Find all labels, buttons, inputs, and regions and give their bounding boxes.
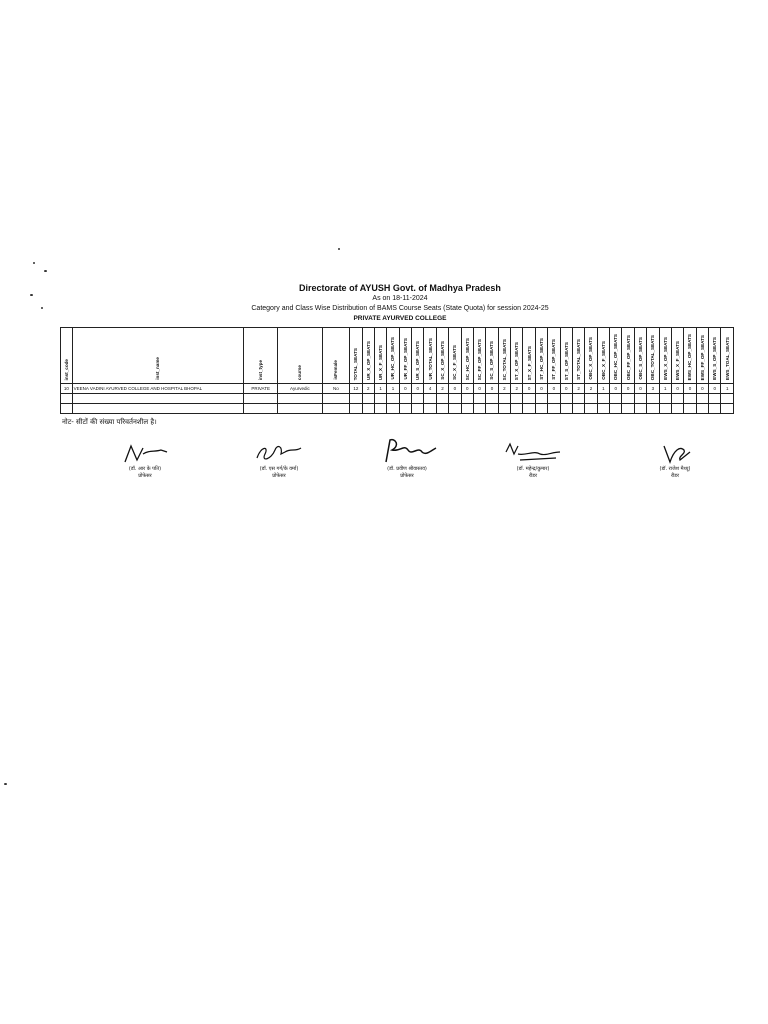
table-cell: 0 — [671, 384, 683, 394]
column-header-label: OBC_HC_OP_SEATS — [613, 333, 619, 380]
empty-cell — [597, 404, 609, 414]
header-subtitle: Category and Class Wise Distribution of BAMS Course Seats (State Quota) for session 2024-25 — [251, 305, 549, 312]
column-header — [511, 328, 523, 384]
column-header — [634, 328, 646, 384]
empty-cell — [244, 394, 278, 404]
document-header — [240, 282, 560, 323]
table-cell: 0 — [709, 384, 721, 394]
empty-cell — [244, 404, 278, 414]
empty-cell — [709, 404, 721, 414]
empty-cell — [709, 394, 721, 404]
column-header — [560, 328, 572, 384]
column-header — [548, 328, 560, 384]
signatory-designation: रीडर — [670, 473, 680, 479]
scan-speck — [44, 270, 47, 272]
table-cell: 0 — [449, 384, 461, 394]
table-cell: 1 — [374, 384, 386, 394]
empty-cell — [473, 394, 485, 404]
signature-1-icon — [115, 440, 175, 466]
empty-cell — [412, 394, 424, 404]
empty-cell — [278, 394, 322, 404]
column-header — [362, 328, 374, 384]
empty-cell — [597, 394, 609, 404]
empty-cell — [350, 394, 362, 404]
column-header-label: UR_S_OP_SEATS — [415, 341, 421, 380]
empty-cell — [399, 394, 411, 404]
empty-cell — [684, 394, 696, 404]
empty-cell — [461, 394, 473, 404]
column-header — [424, 328, 436, 384]
signatory-designation: रीडर — [528, 473, 538, 479]
signature-5-icon — [650, 440, 700, 466]
column-header-label: ST_X_OP_SEATS — [514, 341, 520, 380]
column-header-label: UR_X_F_SEATS — [378, 344, 384, 380]
column-header — [659, 328, 671, 384]
empty-cell — [696, 394, 708, 404]
table-header-row — [61, 328, 734, 384]
column-header-label: inst_code — [63, 358, 69, 380]
signatory-name: (डॉ. आर के पति) — [128, 466, 162, 472]
empty-table-row — [61, 394, 734, 404]
empty-cell — [647, 394, 659, 404]
signature-block-4 — [488, 440, 578, 480]
empty-cell — [523, 404, 535, 414]
signature-2-icon — [249, 440, 309, 466]
empty-cell — [535, 404, 547, 414]
empty-cell — [350, 404, 362, 414]
empty-cell — [572, 404, 584, 414]
empty-cell — [473, 404, 485, 414]
table-cell: 2 — [572, 384, 584, 394]
column-header-label: SC_HC_OP_SEATS — [464, 337, 470, 380]
column-header — [597, 328, 609, 384]
column-header-label: EWS_X_F_SEATS — [675, 341, 681, 380]
column-header — [709, 328, 721, 384]
table-cell: 1 — [721, 384, 734, 394]
column-header-label: SC_S_OP_SEATS — [489, 341, 495, 380]
table-cell: 10 — [61, 384, 73, 394]
empty-cell — [659, 394, 671, 404]
empty-cell — [399, 404, 411, 414]
table-cell: Ayurvedic — [278, 384, 322, 394]
column-header — [278, 328, 322, 384]
table-cell: 2 — [362, 384, 374, 394]
table-row — [61, 384, 734, 394]
signatory-name: (डॉ. प्रवीण श्रीवास्तव) — [387, 466, 427, 472]
empty-cell — [61, 404, 73, 414]
signatory-name: (डॉ. एस गर्ग/के वर्मा) — [259, 466, 299, 472]
empty-cell — [585, 394, 597, 404]
column-header — [671, 328, 683, 384]
column-header-label: ST_TOTAL_SEATS — [576, 339, 582, 380]
table-cell: VEENA VADINI AYURVED COLLEGE AND HOSPITAL BHOPAL — [72, 384, 244, 394]
signature-block-2 — [234, 440, 324, 480]
empty-cell — [374, 394, 386, 404]
empty-cell — [449, 394, 461, 404]
empty-cell — [486, 404, 498, 414]
column-header-label: EWS_X_OP_SEATS — [662, 337, 668, 380]
column-header-label: ST_S_OP_SEATS — [563, 341, 569, 380]
signatory-name: (डॉ. महेन्द्र/कुमार) — [516, 466, 550, 472]
empty-cell — [572, 394, 584, 404]
signature-block-5 — [630, 440, 720, 480]
empty-cell — [659, 404, 671, 414]
empty-cell — [548, 394, 560, 404]
table-cell: 0 — [412, 384, 424, 394]
table-cell: No — [322, 384, 350, 394]
column-header-label: EWS_TOAL_SEATS — [724, 337, 730, 380]
column-header-label: SC_X_F_SEATS — [452, 345, 458, 380]
column-header-label: course — [297, 364, 303, 380]
signature-4-icon — [500, 440, 566, 466]
empty-cell — [436, 394, 448, 404]
column-header — [684, 328, 696, 384]
table-cell: 3 — [647, 384, 659, 394]
signatory-designation: प्रोफेसर — [138, 473, 152, 479]
empty-cell — [387, 404, 399, 414]
column-header-label: ST_FF_OP_SEATS — [551, 339, 557, 380]
empty-cell — [721, 404, 734, 414]
empty-cell — [362, 404, 374, 414]
table-cell: 0 — [399, 384, 411, 394]
column-header-label: ST_X_F_SEATS — [526, 345, 532, 380]
column-header — [572, 328, 584, 384]
empty-cell — [449, 404, 461, 414]
empty-cell — [461, 404, 473, 414]
empty-cell — [684, 404, 696, 414]
empty-cell — [721, 394, 734, 404]
empty-cell — [322, 394, 350, 404]
header-date: As on 18-11-2024 — [372, 295, 428, 302]
column-header-label: EWS_FF_OP_SEATS — [699, 334, 705, 380]
column-header — [61, 328, 73, 384]
empty-cell — [622, 394, 634, 404]
empty-cell — [634, 404, 646, 414]
scan-speck — [4, 783, 7, 785]
empty-cell — [548, 404, 560, 414]
column-header — [461, 328, 473, 384]
column-header — [449, 328, 461, 384]
empty-cell — [374, 404, 386, 414]
column-header — [498, 328, 510, 384]
column-header — [387, 328, 399, 384]
empty-cell — [387, 394, 399, 404]
empty-table-row — [61, 404, 734, 414]
column-header — [486, 328, 498, 384]
column-header-label: inst_type — [258, 359, 264, 380]
signatory-designation: प्रोफेसर — [272, 473, 286, 479]
column-header — [585, 328, 597, 384]
table-cell: 0 — [486, 384, 498, 394]
column-header-label: inst_name — [155, 357, 161, 380]
table-cell: 0 — [473, 384, 485, 394]
empty-cell — [498, 404, 510, 414]
scan-speck — [338, 248, 340, 250]
empty-cell — [696, 404, 708, 414]
column-header — [523, 328, 535, 384]
column-header — [473, 328, 485, 384]
scan-speck — [33, 262, 35, 264]
column-header-label: UR_TOTAL_SEATS — [427, 338, 433, 380]
column-header-label: OBC_S_OP_SEATS — [637, 337, 643, 380]
empty-cell — [671, 394, 683, 404]
column-header-label: SC_TOTAL_SEATS — [501, 338, 507, 380]
column-header — [72, 328, 244, 384]
table-cell: 2 — [498, 384, 510, 394]
column-header-label: OBC_TOTAL_SEATS — [650, 334, 656, 380]
empty-cell — [61, 394, 73, 404]
header-section: PRIVATE AYURVED COLLEGE — [353, 315, 447, 322]
empty-cell — [322, 404, 350, 414]
empty-cell — [560, 394, 572, 404]
table-cell: 2 — [585, 384, 597, 394]
empty-cell — [560, 404, 572, 414]
table-cell: 0 — [634, 384, 646, 394]
column-header-label: TOTAL_SEATS — [353, 347, 359, 380]
empty-cell — [412, 404, 424, 414]
column-header-label: UR_X_OP_SEATS — [365, 341, 371, 380]
column-header-label: OBC_FF_OP_SEATS — [625, 334, 631, 380]
table-cell: 4 — [424, 384, 436, 394]
column-header — [399, 328, 411, 384]
column-header-label: OBC_X_OP_SEATS — [588, 337, 594, 380]
empty-cell — [424, 404, 436, 414]
empty-cell — [362, 394, 374, 404]
table-cell: 0 — [548, 384, 560, 394]
empty-cell — [436, 404, 448, 414]
table-cell: 1 — [597, 384, 609, 394]
empty-cell — [671, 404, 683, 414]
column-header — [622, 328, 634, 384]
column-header — [647, 328, 659, 384]
column-header-label: UR_FF_OP_SEATS — [402, 338, 408, 380]
empty-cell — [647, 404, 659, 414]
column-header-label: ST_HC_OP_SEATS — [538, 338, 544, 380]
table-cell: 0 — [535, 384, 547, 394]
column-header — [350, 328, 362, 384]
table-cell: 0 — [696, 384, 708, 394]
table-cell: 12 — [350, 384, 362, 394]
column-header — [696, 328, 708, 384]
column-header — [244, 328, 278, 384]
column-header — [412, 328, 424, 384]
signature-block-3 — [362, 436, 452, 480]
column-header — [721, 328, 734, 384]
table-cell: 2 — [511, 384, 523, 394]
column-header-label: SC_X_OP_SEATS — [439, 341, 445, 380]
column-header — [436, 328, 448, 384]
empty-cell — [634, 394, 646, 404]
scan-speck — [41, 307, 43, 309]
scan-speck — [30, 294, 33, 296]
signatory-designation: प्रोफेसर — [400, 473, 414, 479]
table-cell: 1 — [659, 384, 671, 394]
empty-cell — [486, 394, 498, 404]
column-header-label: OBC_X_F_SEATS — [600, 341, 606, 380]
table-cell: 0 — [610, 384, 622, 394]
empty-cell — [585, 404, 597, 414]
seats-table — [60, 327, 734, 414]
column-header-label: EWS_HC_OP_SEATS — [687, 333, 693, 380]
column-header-label: UR_HC_OP_SEATS — [390, 337, 396, 380]
column-header — [535, 328, 547, 384]
empty-cell — [511, 404, 523, 414]
table-cell: 0 — [523, 384, 535, 394]
column-header — [610, 328, 622, 384]
empty-cell — [278, 404, 322, 414]
table-cell: 1 — [387, 384, 399, 394]
signatory-name: (डॉ. राजेश मैथ्यू) — [659, 466, 691, 472]
empty-cell — [610, 404, 622, 414]
column-header — [322, 328, 350, 384]
empty-cell — [511, 394, 523, 404]
column-header — [374, 328, 386, 384]
empty-cell — [498, 394, 510, 404]
signature-3-icon — [374, 436, 440, 466]
empty-cell — [523, 394, 535, 404]
empty-cell — [535, 394, 547, 404]
column-header-label: isFemale — [333, 360, 339, 380]
signature-block-1 — [100, 440, 190, 480]
table-cell: PRIVATE — [244, 384, 278, 394]
table-cell: 0 — [461, 384, 473, 394]
empty-cell — [72, 394, 244, 404]
note-text: नोट- सीटों की संख्या परिवर्तनशील है। — [62, 418, 157, 426]
table-cell: 2 — [436, 384, 448, 394]
empty-cell — [424, 394, 436, 404]
empty-cell — [72, 404, 244, 414]
column-header-label: SC_FF_OP_SEATS — [477, 338, 483, 380]
empty-cell — [622, 404, 634, 414]
empty-cell — [610, 394, 622, 404]
table-cell: 0 — [684, 384, 696, 394]
header-title: Directorate of AYUSH Govt. of Madhya Pradesh — [299, 283, 501, 293]
column-header-label: EWS_S_OP_SEATS — [712, 337, 718, 380]
table-cell: 0 — [560, 384, 572, 394]
table-cell: 0 — [622, 384, 634, 394]
